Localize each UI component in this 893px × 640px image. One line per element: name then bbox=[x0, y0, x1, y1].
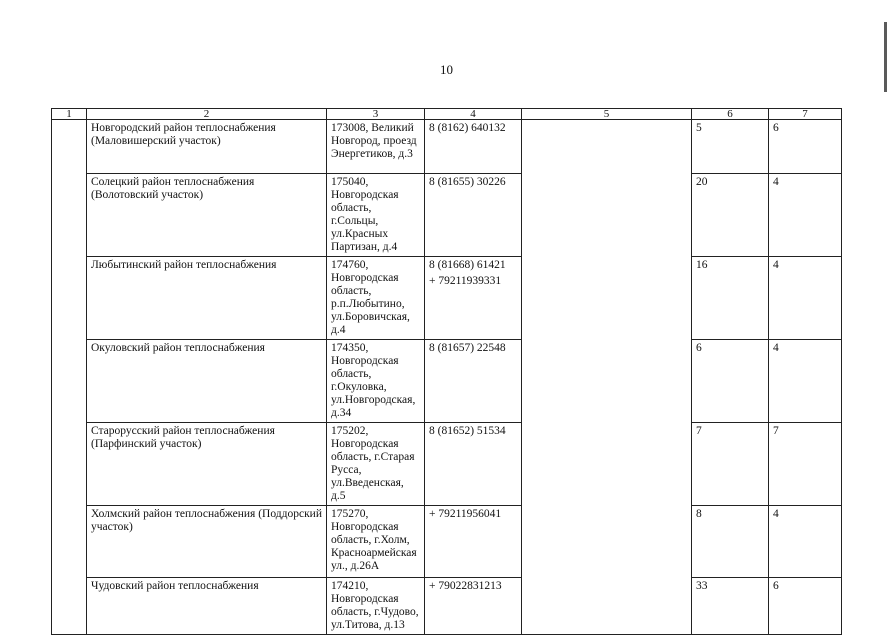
table-row bbox=[52, 120, 842, 174]
table-body bbox=[52, 120, 842, 635]
organization-name-cell: Солецкий район теплоснабжения (Волотовский участок) bbox=[87, 174, 327, 257]
address-cell: 175202, Новгородская область, г.Старая Русса, ул.Введенская, д.5 bbox=[327, 423, 425, 506]
column-6-value: 8 bbox=[692, 506, 769, 578]
column-header-4: 4 bbox=[425, 109, 522, 120]
column-header-3: 3 bbox=[327, 109, 425, 120]
column-header-1: 1 bbox=[52, 109, 87, 120]
column-header-7: 7 bbox=[769, 109, 842, 120]
column-5-cell bbox=[522, 120, 692, 635]
column-header-6: 6 bbox=[692, 109, 769, 120]
phone-number: 8 (8162) 640132 bbox=[429, 122, 506, 134]
table-row bbox=[52, 257, 842, 340]
column-6-value: 6 bbox=[692, 340, 769, 423]
address-cell: 174210, Новгородская область, г.Чудово, ул.Титова, д.13 bbox=[327, 578, 425, 635]
table-row bbox=[52, 506, 842, 578]
column-7-value: 4 bbox=[769, 174, 842, 257]
phone-cell bbox=[425, 506, 522, 578]
address-cell: 175270, Новгородская область, г.Холм, Красноармейская ул., д.26А bbox=[327, 506, 425, 578]
column-7-value: 6 bbox=[769, 120, 842, 174]
phone-number: + 79022831213 bbox=[429, 580, 502, 592]
phone-number: + 79211939331 bbox=[429, 275, 502, 287]
column-6-value: 33 bbox=[692, 578, 769, 635]
organizations-table bbox=[51, 108, 842, 635]
organization-name-cell: Любытинский район теплоснабжения bbox=[87, 257, 327, 340]
phone-number: 8 (81655) 30226 bbox=[429, 176, 506, 188]
organization-name-cell: Окуловский район теплоснабжения bbox=[87, 340, 327, 423]
table-row bbox=[52, 174, 842, 257]
phone-number: 8 (81657) 22548 bbox=[429, 342, 506, 354]
organization-name-cell: Холмский район теплоснабжения (Поддорский участок) bbox=[87, 506, 327, 578]
column-7-value: 4 bbox=[769, 257, 842, 340]
row-number-cell bbox=[52, 120, 87, 635]
table-row bbox=[52, 423, 842, 506]
address-cell: 175040, Новгородская область, г.Сольцы, ул.Красных Партизан, д.4 bbox=[327, 174, 425, 257]
column-6-value: 16 bbox=[692, 257, 769, 340]
phone-cell bbox=[425, 174, 522, 257]
address-cell: 173008, Великий Новгород, проезд Энергетиков, д.3 bbox=[327, 120, 425, 174]
scan-edge-mark bbox=[884, 22, 887, 92]
organization-name-cell: Новгородский район теплоснабжения (Маловишерский участок) bbox=[87, 120, 327, 174]
column-6-value: 20 bbox=[692, 174, 769, 257]
page-number: 10 bbox=[440, 62, 453, 77]
address-cell: 174350, Новгородская область, г.Окуловка, ул.Новгородская, д.34 bbox=[327, 340, 425, 423]
phone-number: 8 (81668) 61421 bbox=[429, 259, 506, 271]
phone-cell bbox=[425, 257, 522, 340]
column-7-value: 6 bbox=[769, 578, 842, 635]
phone-cell bbox=[425, 340, 522, 423]
column-7-value: 7 bbox=[769, 423, 842, 506]
phone-number: 8 (81652) 51534 bbox=[429, 425, 506, 437]
column-number-row bbox=[52, 109, 842, 120]
table-row bbox=[52, 340, 842, 423]
column-6-value: 7 bbox=[692, 423, 769, 506]
organization-name-cell: Чудовский район теплоснабжения bbox=[87, 578, 327, 635]
column-7-value: 4 bbox=[769, 506, 842, 578]
column-header-2: 2 bbox=[87, 109, 327, 120]
organization-name-cell: Старорусский район теплоснабжения (Парфинский участок) bbox=[87, 423, 327, 506]
phone-cell bbox=[425, 578, 522, 635]
table-row bbox=[52, 578, 842, 635]
phone-cell bbox=[425, 423, 522, 506]
phone-cell bbox=[425, 120, 522, 174]
address-cell: 174760, Новгородская область, р.п.Любытино, ул.Боровичская, д.4 bbox=[327, 257, 425, 340]
column-header-5: 5 bbox=[522, 109, 692, 120]
column-7-value: 4 bbox=[769, 340, 842, 423]
phone-number: + 79211956041 bbox=[429, 508, 502, 520]
column-6-value: 5 bbox=[692, 120, 769, 174]
